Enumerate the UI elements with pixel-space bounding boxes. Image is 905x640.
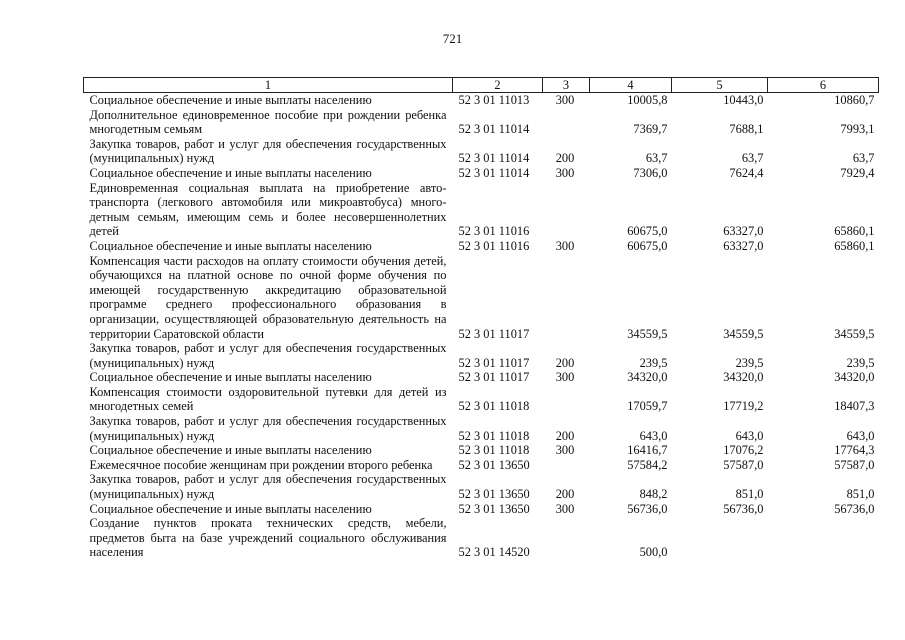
row-code: 52 3 01 11017 (458, 355, 530, 370)
row-value-col5: 34559,5 (723, 326, 764, 341)
row-name: Социальное обеспечение и иные выплаты населению (89, 238, 372, 253)
table-row (84, 254, 879, 342)
row-value-col6: 7993,1 (840, 122, 875, 137)
table-row (84, 443, 879, 458)
row-value-col6: 65860,1 (834, 238, 875, 253)
row-group: 200 (555, 355, 575, 370)
row-value-col4: 7306,0 (633, 165, 668, 180)
row-value-col6: 10860,7 (834, 93, 875, 107)
row-value-col5: 851,0 (735, 487, 764, 502)
table-row (84, 385, 879, 414)
row-value-col4: 57584,2 (627, 457, 668, 472)
row-code: 52 3 01 11018 (458, 428, 530, 443)
row-value-col4: 63,7 (645, 151, 668, 166)
table-row (84, 341, 879, 370)
row-code: 52 3 01 11013 (458, 93, 530, 107)
header-col-2: 2 (453, 78, 543, 93)
row-value-col6: 34320,0 (834, 370, 875, 385)
row-code: 52 3 01 13650 (458, 501, 530, 516)
row-value-col6: 643,0 (846, 428, 875, 443)
table-header (84, 78, 879, 93)
row-group: 300 (555, 238, 575, 253)
row-value-col5: 56736,0 (723, 501, 764, 516)
row-value-col6: 18407,3 (834, 399, 875, 414)
row-name: Закупка товаров, работ и услуг для обеспечения государственных (муниципальных) нужд (89, 414, 447, 443)
row-value-col4: 16416,7 (627, 443, 668, 458)
row-value-col6: 57587,0 (834, 457, 875, 472)
row-group (543, 516, 590, 560)
row-code: 52 3 01 11017 (458, 370, 530, 385)
row-name: Компенсация стоимости оздоровительной путевки для детей из многодетных семей (89, 384, 447, 414)
row-value-col6: 851,0 (846, 487, 875, 502)
row-value-col5: 17719,2 (723, 399, 764, 414)
page-number: 721 (442, 31, 463, 46)
row-code: 52 3 01 11014 (458, 165, 530, 180)
row-value-col4: 848,2 (639, 487, 668, 502)
row-code: 52 3 01 13650 (458, 487, 530, 502)
row-value-col6: 17764,3 (834, 443, 875, 458)
row-name: Социальное обеспечение и иные выплаты населению (89, 443, 372, 458)
row-code: 52 3 01 11016 (458, 224, 530, 239)
table-row (84, 166, 879, 181)
row-value-col4: 34320,0 (627, 370, 668, 385)
table-row (84, 93, 879, 108)
row-value-col5: 63327,0 (723, 238, 764, 253)
row-group (543, 458, 590, 473)
header-col-3: 3 (543, 78, 590, 93)
row-name: Закупка товаров, работ и услуг для обеспечения государственных (муниципальных) нужд (89, 472, 447, 502)
header-col-6: 6 (768, 78, 879, 93)
table-row (84, 137, 879, 166)
row-value-col4: 239,5 (639, 355, 668, 370)
row-group: 200 (555, 151, 575, 166)
row-code: 52 3 01 11018 (458, 399, 530, 414)
row-value-col4: 10005,8 (627, 93, 668, 107)
row-value-col4: 34559,5 (627, 326, 668, 341)
row-value-col4: 17059,7 (627, 399, 668, 414)
row-value-col4: 56736,0 (627, 501, 668, 516)
row-group: 200 (555, 487, 575, 502)
row-value-col4: 60675,0 (627, 238, 668, 253)
row-value-col5 (672, 516, 768, 560)
row-value-col4: 500,0 (639, 545, 668, 560)
row-value-col6: 7929,4 (840, 165, 875, 180)
row-group: 300 (555, 165, 575, 180)
row-name: Социальное обеспечение и иные выплаты населению (89, 165, 372, 180)
row-value-col4: 60675,0 (627, 224, 668, 239)
row-value-col6: 56736,0 (834, 501, 875, 516)
row-name: Социальное обеспечение и иные выплаты населению (89, 370, 372, 385)
table-row (84, 458, 879, 473)
row-value-col5: 10443,0 (723, 93, 764, 107)
row-group: 300 (555, 370, 575, 385)
row-group: 300 (555, 443, 575, 458)
row-value-col5: 57587,0 (723, 457, 764, 472)
row-value-col5: 17076,2 (723, 443, 764, 458)
row-code: 52 3 01 11014 (458, 151, 530, 166)
table-row (84, 414, 879, 443)
row-group (543, 108, 590, 137)
row-code: 52 3 01 11017 (458, 326, 530, 341)
row-value-col5: 7688,1 (729, 122, 764, 137)
row-code: 52 3 01 11016 (458, 238, 530, 253)
row-value-col5: 63,7 (741, 151, 764, 166)
table-row (84, 472, 879, 501)
row-value-col5: 63327,0 (723, 224, 764, 239)
row-value-col6: 63,7 (852, 151, 875, 166)
table-row (84, 108, 879, 137)
row-group (543, 385, 590, 414)
table-body (84, 93, 879, 561)
row-code: 52 3 01 13650 (458, 457, 530, 472)
row-group: 300 (555, 501, 575, 516)
table-row (84, 370, 879, 385)
budget-table (83, 77, 879, 560)
header-row (84, 78, 879, 93)
row-value-col6: 65860,1 (834, 224, 875, 239)
row-group (543, 181, 590, 239)
header-col-4: 4 (590, 78, 672, 93)
row-group: 200 (555, 428, 575, 443)
table-row (84, 181, 879, 239)
row-name: Единовременная социальная выплата на приобретение автотранспорта (легкового автомобиля или микроавтобуса) многодетным семьям, имеющим семь и более несовершеннолетних детей (89, 180, 447, 239)
row-code: 52 3 01 14520 (458, 545, 530, 560)
row-value-col5: 239,5 (735, 355, 764, 370)
row-value-col4: 7369,7 (633, 122, 668, 137)
row-name: Ежемесячное пособие женщинам при рождении второго ребенка (89, 457, 433, 472)
row-code: 52 3 01 11014 (458, 122, 530, 137)
row-value-col6: 239,5 (846, 355, 875, 370)
row-value-col6 (768, 516, 879, 560)
row-name: Социальное обеспечение и иные выплаты населению (89, 93, 372, 107)
row-code: 52 3 01 11018 (458, 443, 530, 458)
row-value-col4: 643,0 (639, 428, 668, 443)
table-row (84, 239, 879, 254)
row-value-col5: 34320,0 (723, 370, 764, 385)
row-name: Компенсация части расходов на оплату стоимости обучения детей, обучающихся на платной основе по очной форме обучения по имеющей государственную аккредитацию образовательной программе среднего профессионального образования в организации, осуществляющей образовательную деятельность на территории Саратовской области (89, 253, 447, 341)
header-col-1: 1 (84, 78, 453, 93)
row-name: Закупка товаров, работ и услуг для обеспечения государственных (муниципальных) нужд (89, 341, 447, 370)
row-value-col5: 643,0 (735, 428, 764, 443)
table-row (84, 516, 879, 560)
row-name: Социальное обеспечение и иные выплаты населению (89, 501, 372, 516)
row-value-col6: 34559,5 (834, 326, 875, 341)
row-name: Создание пунктов проката технических средств, мебели, предметов быта на базе учреждений социального обслуживания населения (89, 516, 447, 560)
row-name: Дополнительное единовременное пособие при рождении ребенка многодетным семьям (89, 107, 447, 137)
row-group (543, 254, 590, 342)
row-group: 300 (555, 93, 575, 107)
row-value-col5: 7624,4 (729, 165, 764, 180)
header-col-5: 5 (672, 78, 768, 93)
row-name: Закупка товаров, работ и услуг для обеспечения государственных (муниципальных) нужд (89, 136, 447, 166)
table-row (84, 502, 879, 517)
